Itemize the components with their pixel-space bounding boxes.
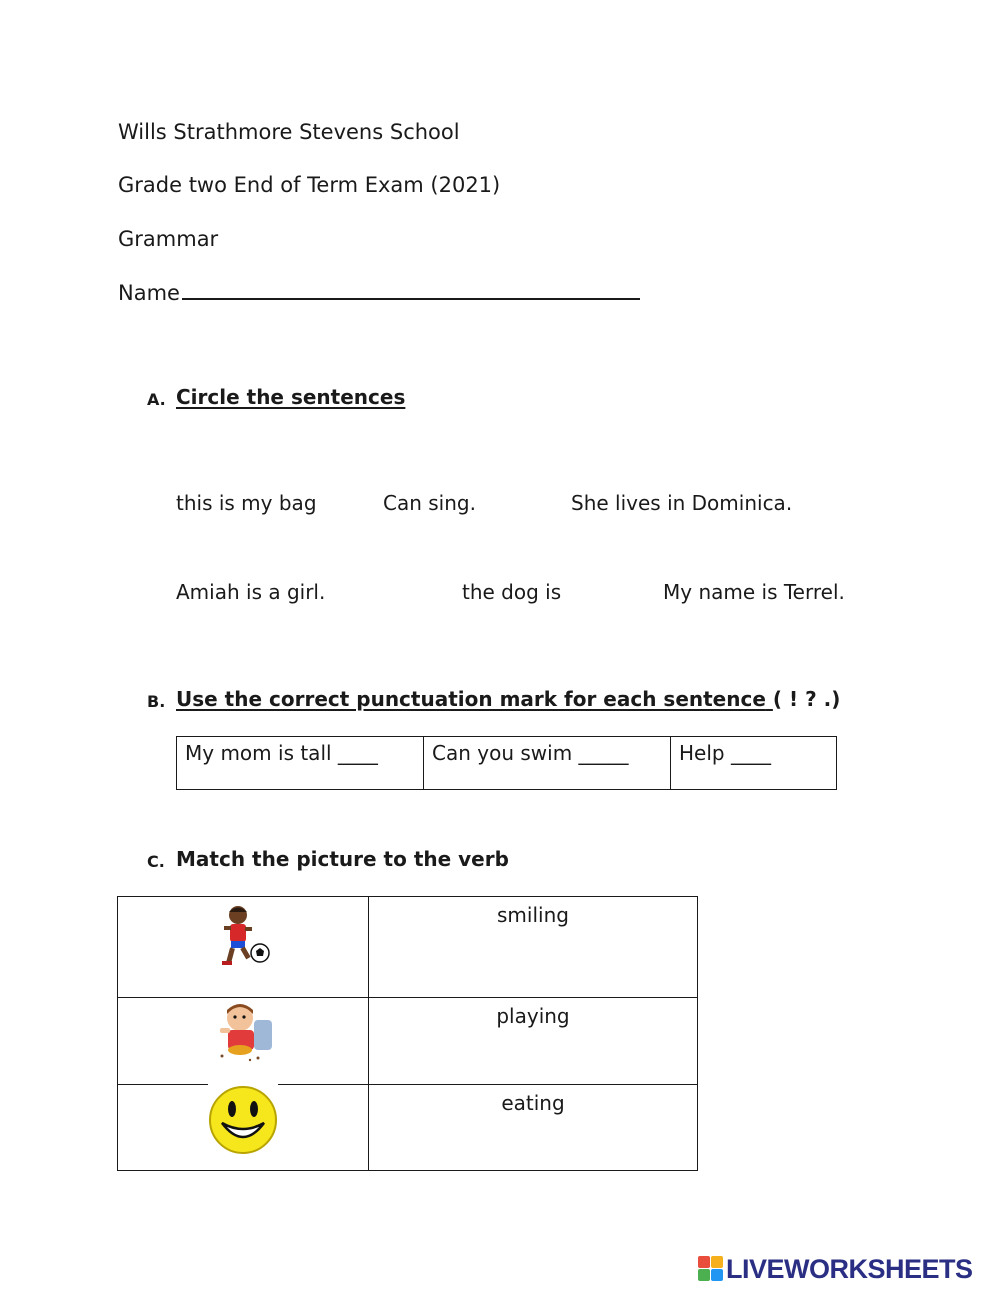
section-a-title: Circle the sentences	[176, 385, 406, 409]
boy-kicking-ball-icon	[208, 903, 278, 973]
punctuation-table	[176, 736, 837, 790]
exam-title: Grade two End of Term Exam (2021)	[118, 173, 501, 197]
subject-label: Grammar	[118, 227, 219, 251]
section-c-title: Match the picture to the verb	[176, 847, 509, 871]
boy-eating-icon	[210, 998, 278, 1066]
picture-cell[interactable]	[118, 998, 369, 1085]
sentence-option[interactable]: Amiah is a girl.	[176, 580, 326, 604]
name-label: Name	[118, 281, 180, 305]
picture-cell[interactable]	[118, 897, 369, 998]
picture-cell[interactable]	[118, 1085, 369, 1171]
punctuation-cell[interactable]: Help ____	[671, 737, 837, 790]
section-c-letter: C.	[147, 852, 165, 871]
sentence-option[interactable]: this is my bag	[176, 491, 317, 515]
section-b-heading	[176, 687, 840, 711]
logo-text: LIVEWORKSHEETS	[726, 1253, 973, 1284]
sentence-option[interactable]: My name is Terrel.	[663, 580, 845, 604]
logo-blocks-icon	[698, 1256, 724, 1282]
sentence-option[interactable]: Can sing.	[383, 491, 476, 515]
name-input-line[interactable]	[182, 280, 640, 300]
smiley-face-icon	[208, 1085, 278, 1155]
liveworksheets-logo	[698, 1253, 973, 1285]
school-name: Wills Strathmore Stevens School	[118, 120, 460, 144]
name-row	[118, 280, 640, 305]
punctuation-marks: ( ! ? .)	[772, 687, 841, 711]
sentence-option[interactable]: She lives in Dominica.	[571, 491, 793, 515]
verb-cell[interactable]: playing	[369, 998, 698, 1085]
punctuation-cell[interactable]: Can you swim _____	[424, 737, 671, 790]
match-table	[117, 896, 698, 1171]
punctuation-cell[interactable]: My mom is tall ____	[177, 737, 424, 790]
section-b-title: Use the correct punctuation mark for each sentence	[176, 687, 766, 711]
section-b-letter: B.	[147, 692, 166, 711]
verb-cell[interactable]: smiling	[369, 897, 698, 998]
verb-cell[interactable]: eating	[369, 1085, 698, 1171]
sentence-option[interactable]: the dog is	[462, 580, 562, 604]
section-a-letter: A.	[147, 390, 166, 409]
